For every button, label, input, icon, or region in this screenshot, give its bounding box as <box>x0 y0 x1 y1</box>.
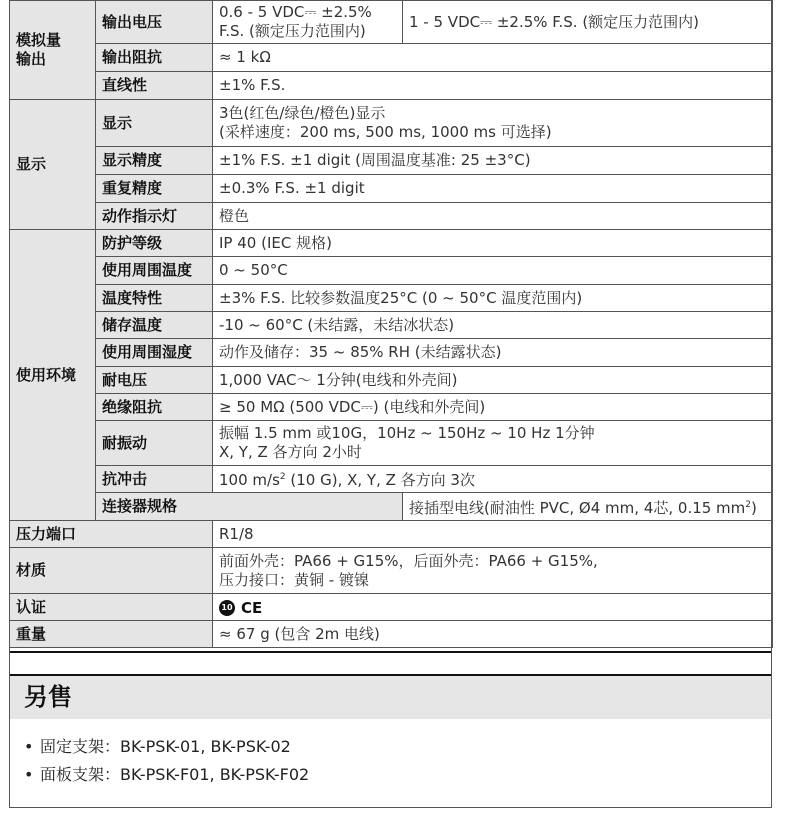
category-display: 显示 <box>10 100 96 230</box>
value-line: 3色(红色/绿色/橙色)显示 <box>219 104 386 122</box>
sold-separately-header <box>10 675 771 719</box>
label-repeat-accuracy: 重复精度 <box>96 175 213 203</box>
table-row <box>10 466 773 493</box>
label-withstand-voltage: 耐电压 <box>96 367 213 394</box>
table-row <box>10 421 773 466</box>
certification-marks <box>219 599 262 618</box>
label-display-accuracy: 显示精度 <box>96 147 213 175</box>
list-item <box>24 761 309 789</box>
label-shock: 抗冲击 <box>96 466 213 493</box>
value-display <box>213 100 773 147</box>
value-temperature-characteristic: ±3% F.S. 比较参数温度25°C (0 ~ 50°C 温度范围内) <box>213 285 773 312</box>
value-display-accuracy: ±1% F.S. ±1 digit (周围温度基准: 25 ±3°C) <box>213 147 773 175</box>
accessory-list <box>24 733 309 789</box>
table-row <box>10 521 773 548</box>
table-row <box>10 147 773 175</box>
label-storage-temperature: 储存温度 <box>96 312 213 339</box>
value-line: (采样速度：200 ms, 500 ms, 1000 ms 可选择) <box>219 123 552 141</box>
table-row <box>10 548 773 594</box>
value-shock <box>213 466 773 493</box>
list-item <box>24 733 309 761</box>
table-row <box>10 594 773 621</box>
value-line: X, Y, Z 各方向 2小时 <box>219 443 362 461</box>
value-line: F.S. (额定压力范围内) <box>219 22 366 40</box>
value-repeat-accuracy: ±0.3% F.S. ±1 digit <box>213 175 773 203</box>
table-row <box>10 175 773 203</box>
value-pressure-port: R1/8 <box>213 521 773 548</box>
value-ambient-humidity: 动作及储存：35 ~ 85% RH (未结露状态) <box>213 339 773 367</box>
label-output-impedance: 输出阻抗 <box>96 44 213 72</box>
table-row <box>10 367 773 394</box>
label-protection: 防护等级 <box>96 230 213 257</box>
value-part: (10 G), X, Y, Z 各方向 3次 <box>285 471 475 489</box>
value-part: 接插型电线(耐油性 PVC, Ø4 mm, 4芯, 0.15 mm <box>409 498 746 517</box>
value-output-impedance: ≈ 1 kΩ <box>213 44 773 72</box>
table-row <box>10 257 773 285</box>
label-pressure-port: 压力端口 <box>10 521 213 548</box>
table-row <box>10 621 773 648</box>
table-row <box>10 230 773 257</box>
value-line: 前面外壳：PA66 + G15%，后面外壳：PA66 + G15%, <box>219 551 598 570</box>
label-output-voltage: 输出电压 <box>96 1 213 44</box>
table-row <box>10 339 773 367</box>
label-ambient-humidity: 使用周围湿度 <box>96 339 213 367</box>
ce-mark-icon: CE <box>241 598 263 617</box>
value-material <box>213 548 773 594</box>
section-divider <box>10 651 771 653</box>
superscript: 2 <box>745 499 752 510</box>
sold-separately-title: 另售 <box>24 683 72 711</box>
label-indicator: 动作指示灯 <box>96 203 213 230</box>
label-weight: 重量 <box>10 621 213 648</box>
value-certification <box>213 594 773 621</box>
label-insulation: 绝缘阻抗 <box>96 394 213 421</box>
value-connector <box>403 493 773 521</box>
label-display: 显示 <box>96 100 213 147</box>
value-output-voltage-a <box>213 1 403 44</box>
table-row <box>10 285 773 312</box>
label-ambient-temperature: 使用周围温度 <box>96 257 213 285</box>
value-line: 0.6 - 5 VDC⎓ ±2.5% <box>219 3 372 21</box>
value-line: 振幅 1.5 mm 或10G，10Hz ~ 150Hz ~ 10 Hz 1分钟 <box>219 424 595 442</box>
value-vibration <box>213 421 773 466</box>
label-material: 材质 <box>10 548 213 594</box>
accessory-text: 固定支架：BK-PSK-01, BK-PSK-02 <box>40 737 291 756</box>
value-linearity: ±1% F.S. <box>213 72 773 100</box>
value-insulation: ≥ 50 MΩ (500 VDC⎓) (电线和外壳间) <box>213 394 773 421</box>
value-part: ) <box>751 498 757 517</box>
accessory-text: 面板支架：BK-PSK-F01, BK-PSK-F02 <box>40 765 310 784</box>
superscript: 2 <box>279 472 286 482</box>
table-row <box>10 493 773 521</box>
table-row <box>10 312 773 339</box>
value-ambient-temperature: 0 ~ 50°C <box>213 257 773 285</box>
value-protection: IP 40 (IEC 规格) <box>213 230 773 257</box>
label-vibration: 耐振动 <box>96 421 213 466</box>
bullet-icon: • <box>24 737 34 756</box>
table-row <box>10 394 773 421</box>
label-connector: 连接器规格 <box>96 493 403 521</box>
value-indicator: 橙色 <box>213 203 773 230</box>
bullet-icon: • <box>24 765 34 784</box>
table-row <box>10 203 773 230</box>
table-row <box>10 100 773 147</box>
value-part: 100 m/s <box>219 471 280 489</box>
spec-table <box>9 0 773 648</box>
table-row <box>10 44 773 72</box>
value-storage-temperature: -10 ~ 60°C (未结露，未结冰状态) <box>213 312 773 339</box>
section-divider <box>10 674 771 676</box>
value-line: 压力接口：黄铜 - 镀镍 <box>219 570 369 589</box>
kc-mark-icon: 10 <box>219 600 235 616</box>
value-weight: ≈ 67 g (包含 2m 电线) <box>213 621 773 648</box>
value-withstand-voltage: 1,000 VAC～ 1分钟(电线和外壳间) <box>213 367 773 394</box>
label-certification: 认证 <box>10 594 213 621</box>
category-environment: 使用环境 <box>10 230 96 521</box>
table-row <box>10 1 773 44</box>
table-row <box>10 72 773 100</box>
label-linearity: 直线性 <box>96 72 213 100</box>
category-analog-output: 模拟量 输出 <box>10 1 96 100</box>
value-output-voltage-b: 1 - 5 VDC⎓ ±2.5% F.S. (额定压力范围内) <box>403 1 773 44</box>
label-temperature-characteristic: 温度特性 <box>96 285 213 312</box>
